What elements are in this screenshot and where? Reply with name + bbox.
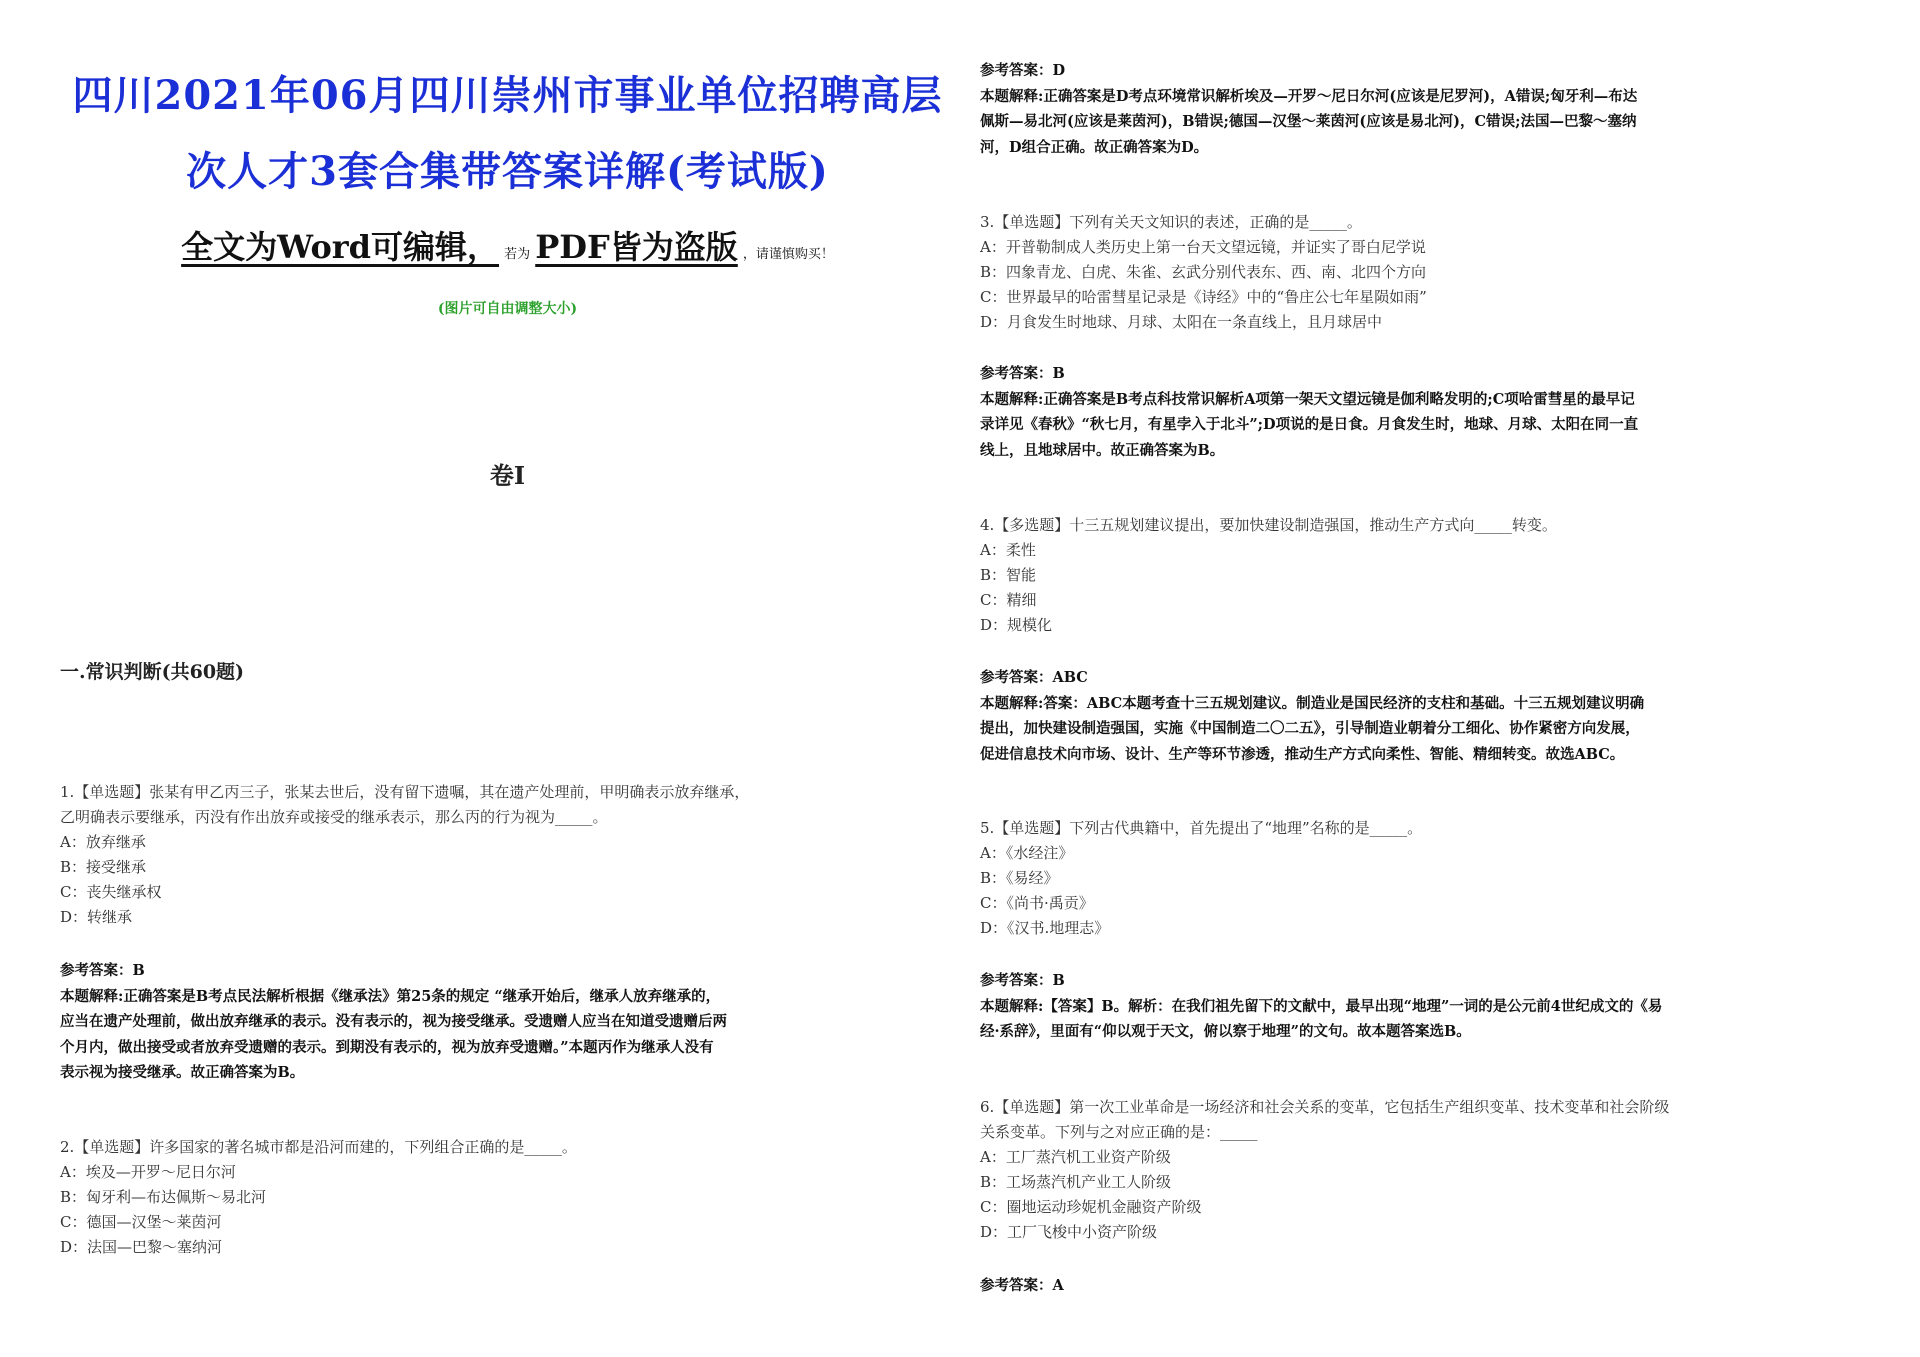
question-stem: 5.【单选题】下列古代典籍中，首先提出了“地理”名称的是_____。: [980, 819, 1423, 837]
option-d: D：转继承: [60, 908, 133, 926]
question-stem: 关系变革。下列与之对应正确的是：_____: [980, 1123, 1258, 1141]
question-stem: 3.【单选题】下列有关天文知识的表述，正确的是_____。: [980, 213, 1362, 231]
question-5: [980, 816, 1870, 941]
explanation-line: 本题解释:正确答案是D考点环境常识解析埃及—开罗～尼日尔河(应该是尼罗河)，A错误;匈牙利—布达: [980, 87, 1638, 105]
answer-1: [60, 958, 955, 1086]
option-b: B：匈牙利—布达佩斯～易北河: [60, 1188, 267, 1206]
option-d: D：规模化: [980, 616, 1053, 634]
explanation-line: 本题解释:正确答案是B考点科技常识解析A项第一架天文望远镜是伽利略发明的;C项哈雷彗星的最早记: [980, 390, 1635, 408]
question-stem: 1.【单选题】张某有甲乙丙三子，张某去世后，没有留下遗嘱，其在遗产处理前，甲明确表示放弃继承，: [60, 783, 750, 801]
option-c: C：精细: [980, 591, 1037, 609]
question-4: [980, 513, 1870, 638]
explanation-line: 个月内，做出接受或者放弃受遗赠的表示。到期没有表示的，视为放弃受遗赠。”本题丙作为继承人没有: [60, 1038, 714, 1056]
explanation-line: 录详见《春秋》“秋七月，有星孛入于北斗”;D项说的是日食。月食发生时，地球、月球、太阳在同一直: [980, 416, 1639, 433]
option-b: B：工场蒸汽机产业工人阶级: [980, 1173, 1172, 1191]
option-c: C：德国—汉堡～莱茵河: [60, 1213, 222, 1231]
explanation-line: 提出，加快建设制造强国，实施《中国制造二〇二五》，引导制造业朝着分工细化、协作紧密方向发展，: [980, 720, 1640, 737]
answer-6: [980, 1273, 1870, 1299]
option-c: C：《尚书·禹贡》: [980, 894, 1094, 912]
explanation-line: 河，D组合正确。故正确答案为D。: [980, 138, 1209, 156]
question-stem: 6.【单选题】第一次工业革命是一场经济和社会关系的变革，它包括生产组织变革、技术变革和社会阶级: [980, 1098, 1670, 1116]
explanation-line: 本题解释:【答案】B。解析：在我们祖先留下的文献中，最早出现“地理”一词的是公元前4世纪成文的《易: [980, 997, 1663, 1015]
option-c: C：世界最早的哈雷彗星记录是《诗经》中的“鲁庄公七年星陨如雨”: [980, 288, 1427, 306]
option-d: D：法国—巴黎～塞纳河: [60, 1238, 223, 1256]
editable-notice-pdf: PDF皆为盗版: [535, 228, 738, 266]
option-b: B：四象青龙、白虎、朱雀、玄武分别代表东、西、南、北四个方向: [980, 263, 1427, 281]
volume-heading: 卷I: [489, 461, 526, 490]
option-b: B：《易经》: [980, 869, 1059, 887]
answer-2: [980, 58, 1870, 160]
option-b: B：智能: [980, 566, 1037, 584]
editable-notice-small1: 若为: [504, 247, 531, 262]
document-title-line1: 四川2021年06月四川崇州市事业单位招聘高层: [72, 72, 943, 119]
answer-5: [980, 968, 1870, 1045]
answer-label: 参考答案：B: [980, 365, 1065, 382]
answer-label: 参考答案：B: [60, 962, 145, 979]
explanation-line: 线上，且地球居中。故正确答案为B。: [980, 441, 1225, 459]
explanation-line: 应当在遗产处理前，做出放弃继承的表示。没有表示的，视为接受继承。受遗赠人应当在知道受遗赠后两: [60, 1013, 727, 1030]
answer-label: 参考答案：ABC: [980, 669, 1088, 686]
section-heading: 一.常识判断(共60题): [60, 661, 245, 683]
option-c: C：圈地运动珍妮机金融资产阶级: [980, 1198, 1202, 1216]
question-1: [60, 780, 955, 930]
editable-notice-small2: ，请谨慎购买！: [742, 247, 834, 262]
answer-4: [980, 665, 1870, 767]
option-a: A：柔性: [980, 541, 1036, 559]
answer-label: 参考答案：D: [980, 62, 1066, 79]
question-6: [980, 1095, 1870, 1245]
explanation-line: 佩斯—易北河(应该是莱茵河)，B错误;德国—汉堡～莱茵河(应该是易北河)，C错误;法国—巴黎～塞纳: [980, 113, 1637, 130]
option-a: A：《水经注》: [980, 844, 1074, 862]
explanation-line: 经·系辞》，里面有“仰以观于天文，俯以察于地理”的文句。故本题答案选B。: [980, 1023, 1471, 1040]
question-stem: 乙明确表示要继承，丙没有作出放弃或接受的继承表示，那么丙的行为视为_____。: [60, 808, 608, 826]
option-d: D：《汉书.地理志》: [980, 919, 1110, 937]
option-a: A：埃及—开罗～尼日尔河: [60, 1163, 236, 1181]
question-3: [980, 210, 1870, 335]
editable-notice: [60, 222, 955, 268]
option-a: A：开普勒制成人类历史上第一台天文望远镜，并证实了哥白尼学说: [980, 238, 1426, 256]
image-resize-note: (图片可自由调整大小): [437, 301, 578, 317]
option-d: D：月食发生时地球、月球、太阳在一条直线上，且月球居中: [980, 313, 1383, 331]
option-a: A：放弃继承: [60, 833, 146, 851]
document-title-line2: 次人才3套合集带答案详解(考试版): [186, 148, 829, 195]
question-2: [60, 1135, 955, 1260]
answer-label: 参考答案：A: [980, 1277, 1064, 1294]
option-a: A：工厂蒸汽机工业资产阶级: [980, 1148, 1171, 1166]
explanation-line: 本题解释:正确答案是B考点民法解析根据《继承法》第25条的规定 “继承开始后，继承人放弃继承的，: [60, 987, 721, 1005]
explanation-line: 本题解释:答案：ABC本题考查十三五规划建议。制造业是国民经济的支柱和基础。十三五规划建议明确: [980, 694, 1645, 712]
option-c: C：丧失继承权: [60, 883, 162, 901]
option-d: D：工厂飞梭中小资产阶级: [980, 1223, 1158, 1241]
explanation-line: 促进信息技术向市场、设计、生产等环节渗透，推动生产方式向柔性、智能、精细转变。故选ABC。: [980, 745, 1625, 763]
option-b: B：接受继承: [60, 858, 147, 876]
answer-label: 参考答案：B: [980, 972, 1065, 989]
editable-notice-word: 全文为Word可编辑，: [181, 228, 500, 266]
question-stem: 2.【单选题】许多国家的著名城市都是沿河而建的，下列组合正确的是_____。: [60, 1138, 577, 1156]
answer-3: [980, 361, 1870, 463]
question-stem: 4.【多选题】十三五规划建议提出，要加快建设制造强国，推动生产方式向_____转变。: [980, 516, 1557, 534]
explanation-line: 表示视为接受继承。故正确答案为B。: [60, 1064, 305, 1081]
